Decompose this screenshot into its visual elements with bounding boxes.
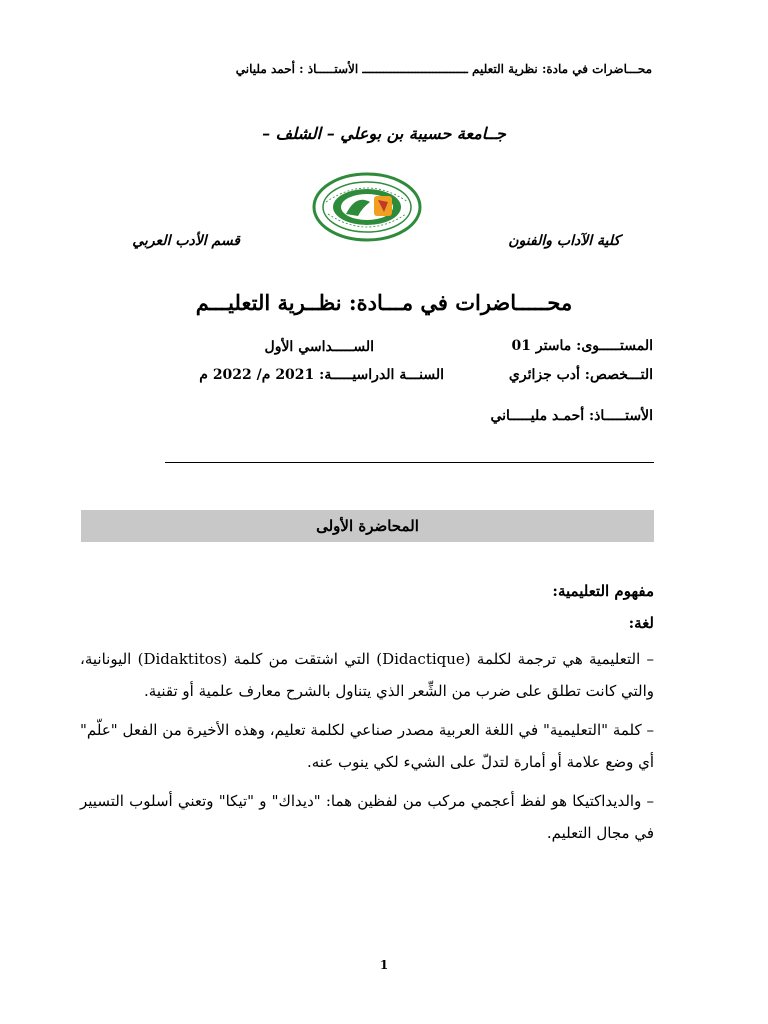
faculty-name: كلية الآداب والفنون [508, 233, 620, 249]
info-level: المستـــــوى: ماستر 01 [511, 338, 653, 354]
department-name: قسم الأدب العربي [132, 233, 240, 249]
info-semester: الســـــداسي الأول [264, 339, 374, 355]
info-professor: الأستـــــاذ: أحمـد مليـــــاني [490, 408, 653, 424]
paragraph-2: – كلمة "التعليمية" في اللغة العربية مصدر صناعي لكلمة تعليم، وهذه الأخيرة من الفعل "علّم" أي وضع علامة أو أمارة لتدلّ على الشيء لكي ينوب عنه. [80, 721, 654, 771]
body-text [80, 644, 654, 857]
university-logo-image [312, 172, 422, 242]
university-name: جــامعة حسيبة بن بوعلي – الشلف – [262, 124, 506, 143]
lecture-heading-band: المحاضرة الأولى [81, 510, 654, 542]
page-number: 1 [379, 958, 389, 972]
separator-rule [165, 462, 654, 463]
section-heading-language: لغة: [628, 614, 654, 632]
university-logo [312, 172, 422, 242]
section-heading-concept: مفهوم التعليمية: [552, 582, 654, 600]
info-academic-year: السنـــة الدراسيـــــة: 2021 م/ 2022 م [199, 367, 444, 383]
running-header: محـــاضرات في مادة: نظرية التعليم ــــــــــــــــــــــــــــــ الأستـــــاذ : أحمد ملياني [235, 62, 652, 76]
info-specialty: التـــخصص: أدب جزائري [508, 367, 653, 383]
paragraph-1: – التعليمية هي ترجمة لكلمة (Didactique) التي اشتقت من كلمة (Didaktitos) اليونانية، والتي كانت تطلق على ضرب من الشِّعر الذي يتناول بالشرح معارف علمية أو تقنية. [80, 650, 654, 700]
paragraph-3: – والديداكتيكا هو لفظ أعجمي مركب من لفظين هما: "ديداك" و "تيكا" وتعني أسلوب التسيير في مجال التعليم. [80, 792, 654, 842]
document-title: محـــــاضرات في مـــادة: نظــرية التعليـــم [195, 290, 573, 315]
